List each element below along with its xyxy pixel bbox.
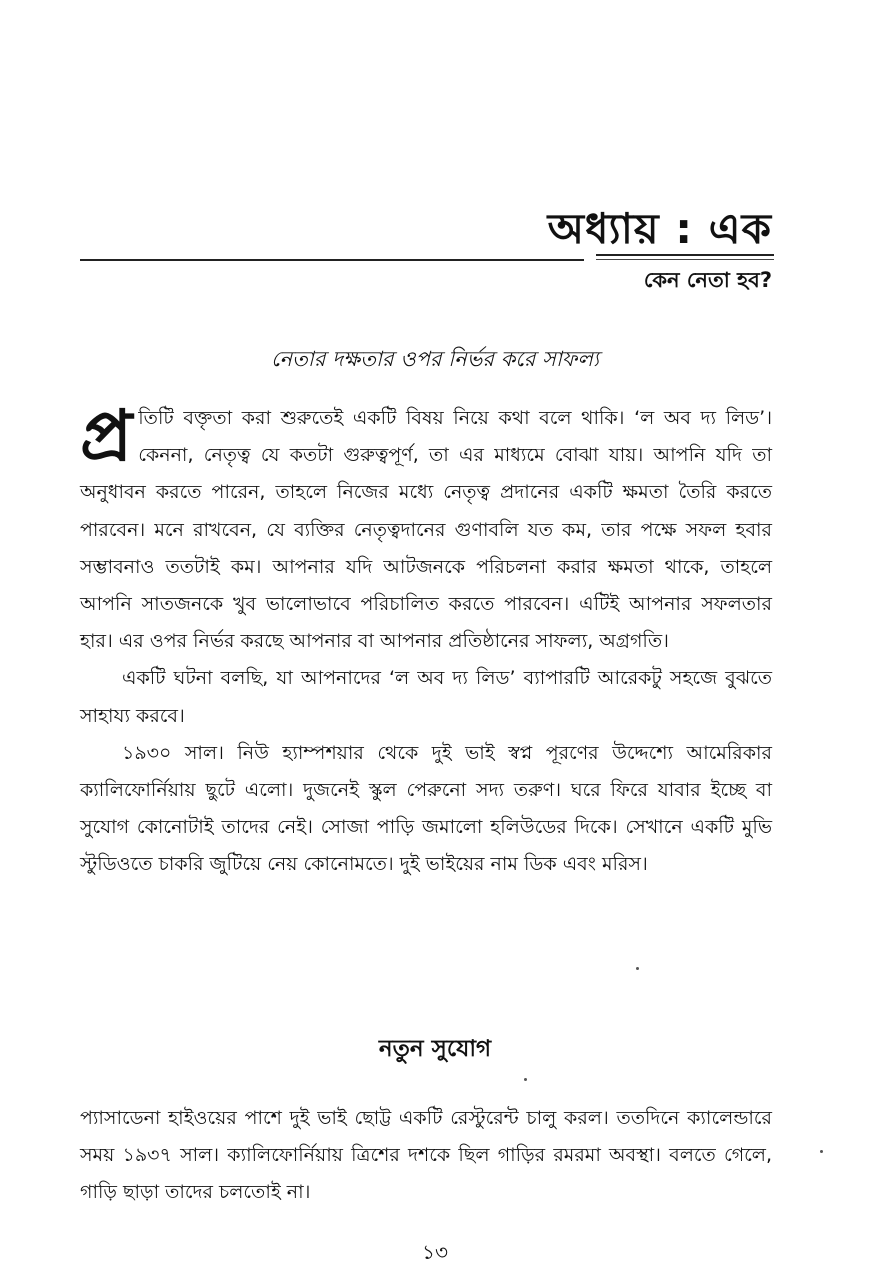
page-number: ১৩: [422, 1240, 448, 1264]
title-rule-short: [596, 254, 774, 256]
scan-speck: [636, 967, 639, 970]
chapter-subtitle: কেন নেতা হব?: [643, 268, 772, 292]
section-heading: নতুন সুযোগ: [378, 1036, 492, 1062]
epigraph: নেতার দক্ষতার ওপর নির্ভর করে সাফল্য: [270, 347, 599, 371]
section-body: [80, 1100, 772, 1212]
chapter-body: [80, 394, 772, 884]
title-rule-long: [80, 259, 584, 261]
scan-speck: [524, 1078, 527, 1081]
title-rule-short-lower: [596, 259, 774, 260]
scan-speck: [820, 1150, 823, 1153]
section-paragraph-1: প্যাসাডেনা হাইওয়ের পাশে দুই ভাই ছোট্ট একটি রেস্টুরেন্ট চালু করল। ততদিনে ক্যালেন্ডারে সময় ১৯৩৭ সাল। ক্যালিফোর্নিয়ায় ত্রিশের দশকে ছিল গাড়ির রমরমা অবস্থা। বলতে গেলে, গাড়ি ছাড়া তাদের চলতোই না।: [80, 1107, 772, 1204]
paragraph-3: ১৯৩০ সাল। নিউ হ্যাম্পশয়ার থেকে দুই ভাই স্বপ্ন পূরণের উদ্দেশ্যে আমেরিকার ক্যালিফোর্নিয়ায় ছুটে এলো। দুজনেই স্কুল পেরুনো সদ্য তরুণ। ঘরে ফিরে যাবার ইচ্ছে বা সুযোগ কোনোটাই তাদের নেই। সোজা পাড়ি জমালো হলিউডের দিকে। সেখানে একটি মুভি স্টুডিওতে চাকরি জুটিয়ে নেয় কোনোমতে। দুই ভাইয়ের নাম ডিক এবং মরিস।: [80, 741, 772, 876]
paragraph-opening-text: তিটি বক্তৃতা করা শুরুতেই একটি বিষয় নিয়ে কথা বলে থাকি। ‘ল অব দ্য লিড’। কেননা, নেতৃত্ব যে কতটা গুরুত্বপূর্ণ, তা এর মাধ্যমে বোঝা যায়। আপনি যদি তা অনুধাবন করতে পারেন, তাহলে নিজের মধ্যে নেতৃত্ব প্রদানের একটি ক্ষমতা তৈরি করতে পারবেন। মনে রাখবেন, যে ব্যক্তির নেতৃত্বদানের গুণাবলি যত কম, তার পক্ষে সফল হবার সম্ভাবনাও ততটাই কম। আপনার যদি আটজনকে পরিচলনা করার ক্ষমতা থাকে, তাহলে আপনি সাতজনকে খুব ভালোভাবে পরিচালিত করতে পারবেন। এটিই আপনার সফলতার হার। এর ওপর নির্ভর করছে আপনার বা আপনার প্রতিষ্ঠানের সাফল্য, অগ্রগতি।: [80, 407, 772, 653]
paragraph-opening: [80, 394, 772, 660]
chapter-title: অধ্যায় : এক: [547, 204, 772, 253]
paragraph-2: একটি ঘটনা বলছি, যা আপনাদের ‘ল অব দ্য লিড’ ব্যাপারটি আরেকটু সহজে বুঝতে সাহায্য করবে।: [80, 667, 772, 727]
drop-cap: প্র: [80, 394, 133, 477]
